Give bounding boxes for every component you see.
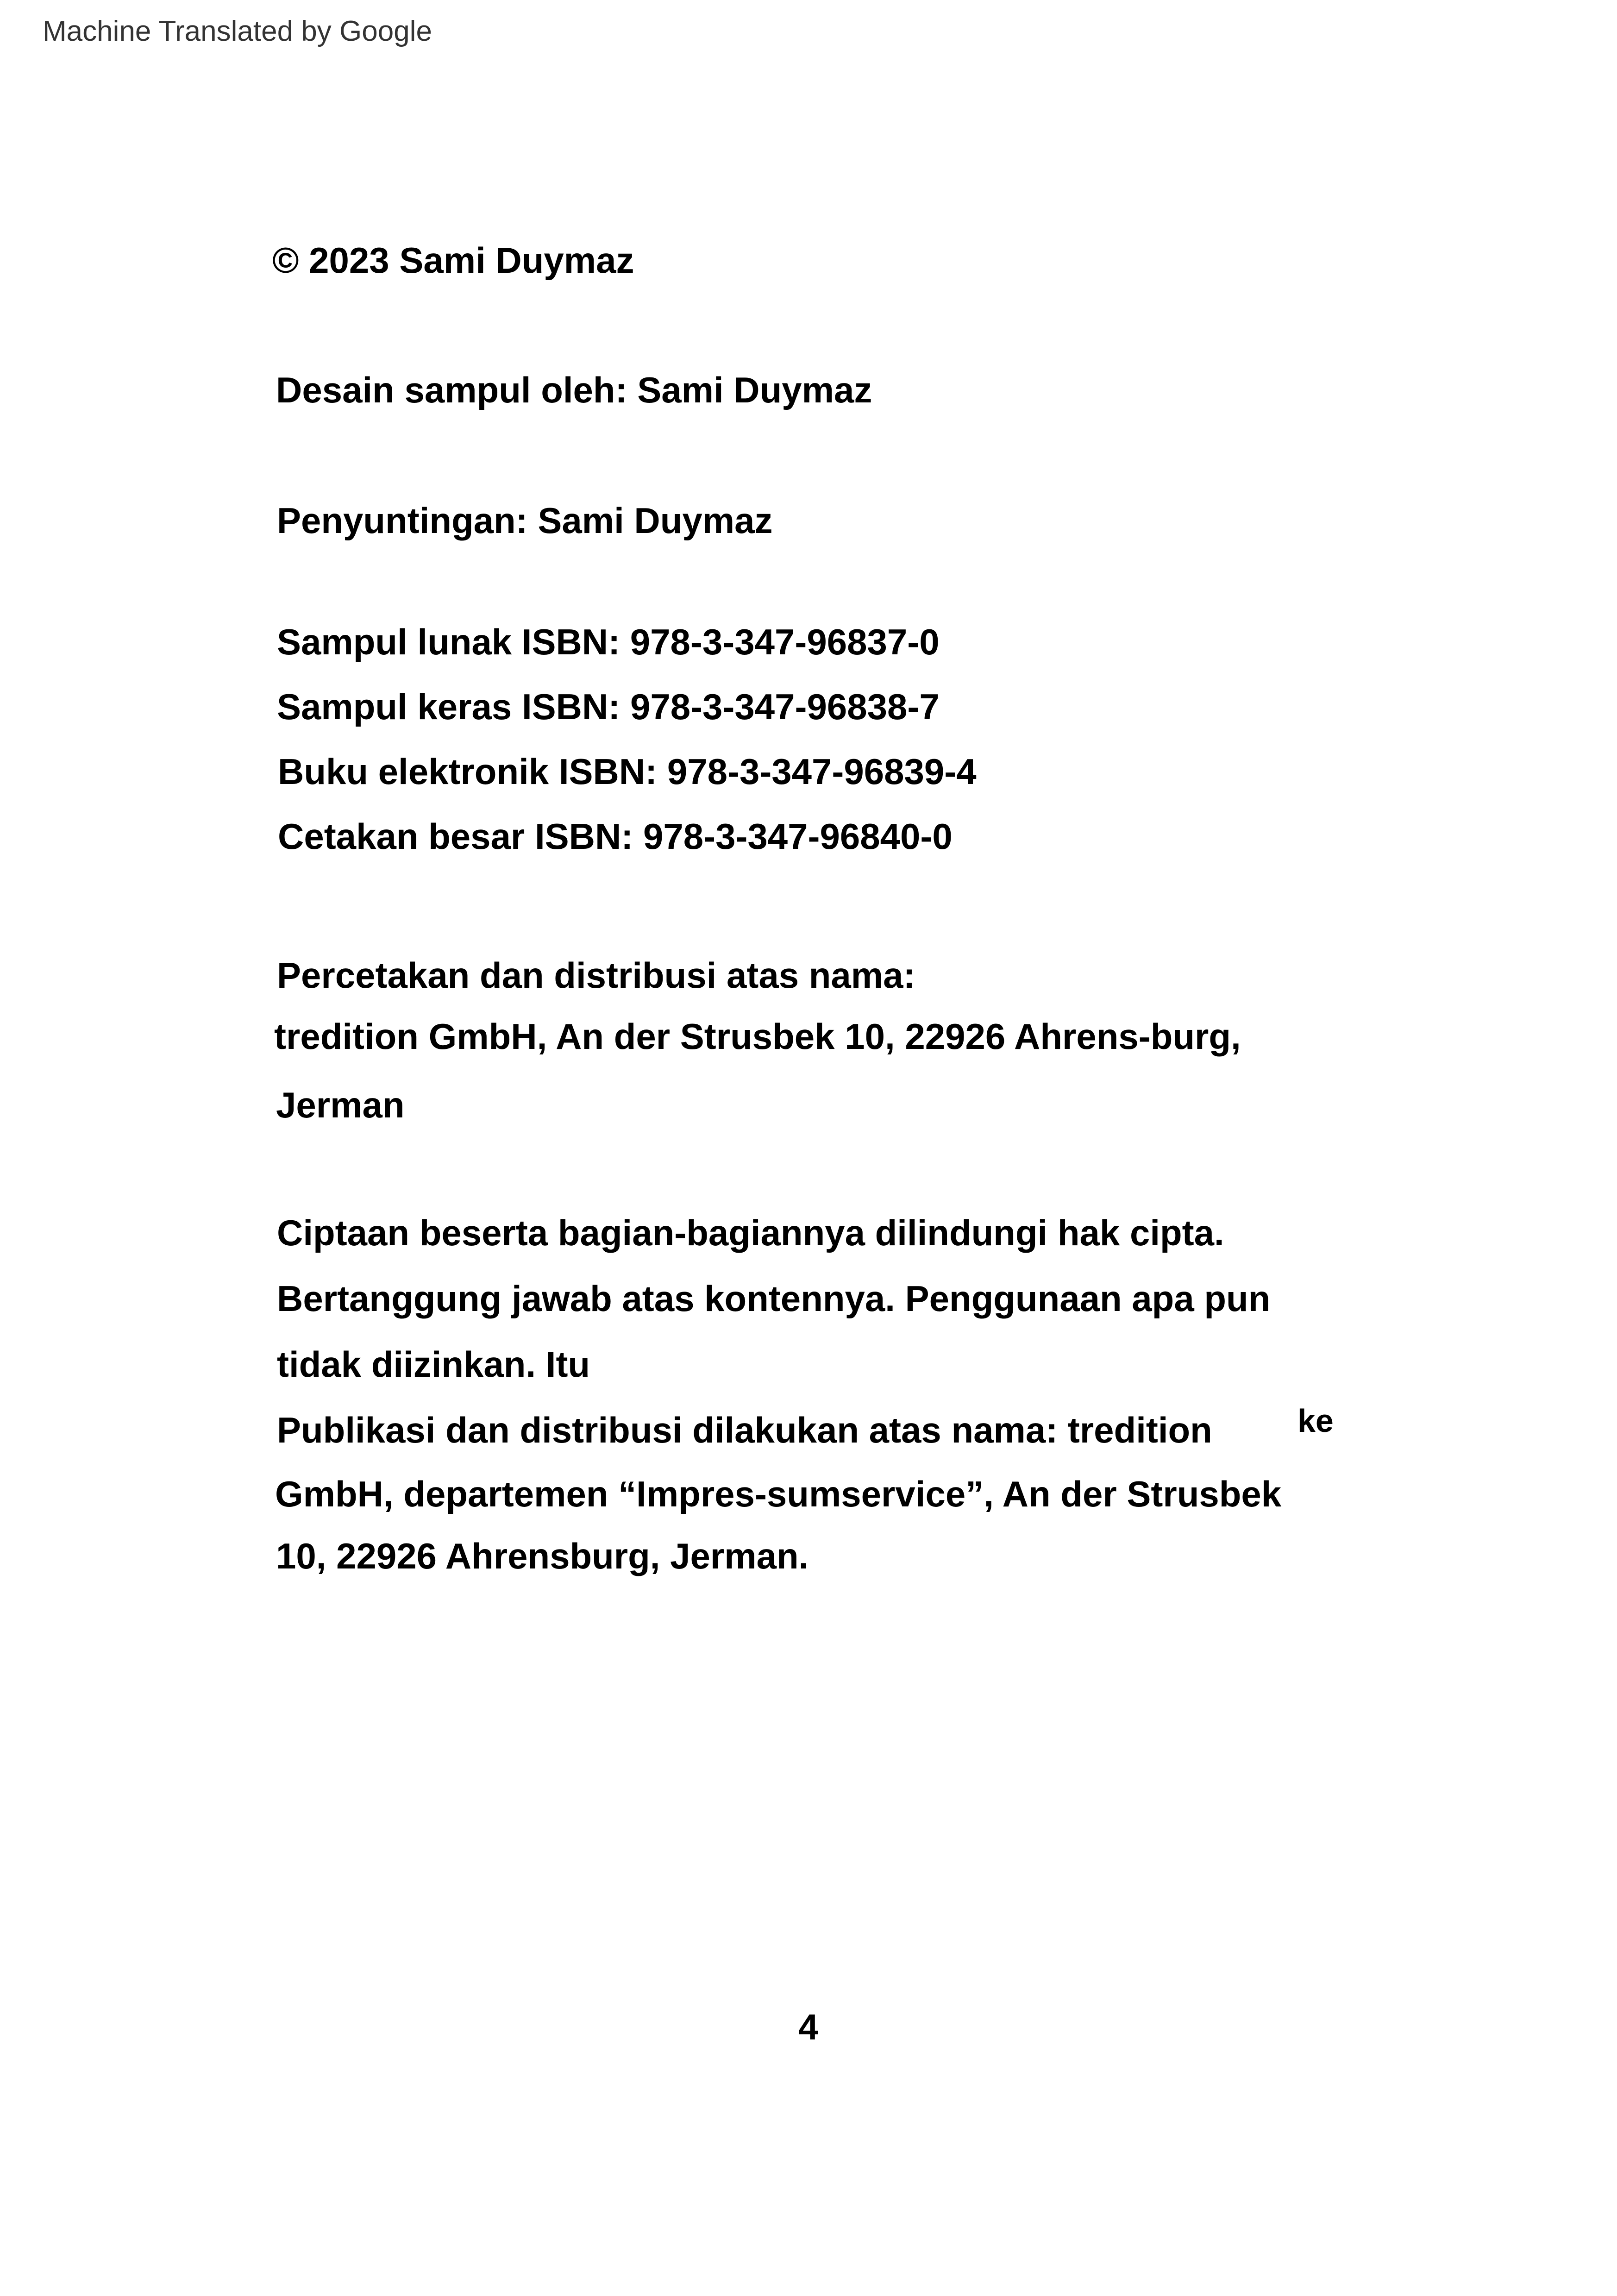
editing-line: Penyuntingan: Sami Duymaz [277,500,773,541]
printing-address: tredition GmbH, An der Strusbek 10, 22926 Ahrens-burg, [274,1016,1241,1057]
isbn-paperback: Sampul lunak ISBN: 978-3-347-96837-0 [277,621,940,662]
rights-line-4: Publikasi dan distribusi dilakukan atas nama: tredition [277,1410,1212,1450]
rights-line-3: tidak diizinkan. Itu [277,1344,590,1385]
rights-line-6: 10, 22926 Ahrensburg, Jerman. [276,1536,809,1576]
rights-aside-word: ke [1297,1403,1334,1439]
copyright-line: © 2023 Sami Duymaz [272,240,634,281]
rights-line-2: Bertanggung jawab atas kontennya. Penggunaan apa pun [277,1278,1271,1319]
isbn-ebook: Buku elektronik ISBN: 978-3-347-96839-4 [278,751,977,792]
isbn-hardcover: Sampul keras ISBN: 978-3-347-96838-7 [277,686,940,727]
printing-country: Jerman [276,1085,405,1125]
rights-line-1: Ciptaan beserta bagian-bagiannya dilindungi hak cipta. [277,1212,1224,1253]
isbn-large-print: Cetakan besar ISBN: 978-3-347-96840-0 [278,816,953,857]
machine-translation-banner: Machine Translated by Google [43,15,432,47]
rights-line-5: GmbH, departemen “Impres-sumservice”, An der Strusbek [275,1474,1282,1514]
page-number: 4 [798,2007,819,2047]
cover-design-line: Desain sampul oleh: Sami Duymaz [276,370,872,410]
printing-heading: Percetakan dan distribusi atas nama: [277,955,915,996]
